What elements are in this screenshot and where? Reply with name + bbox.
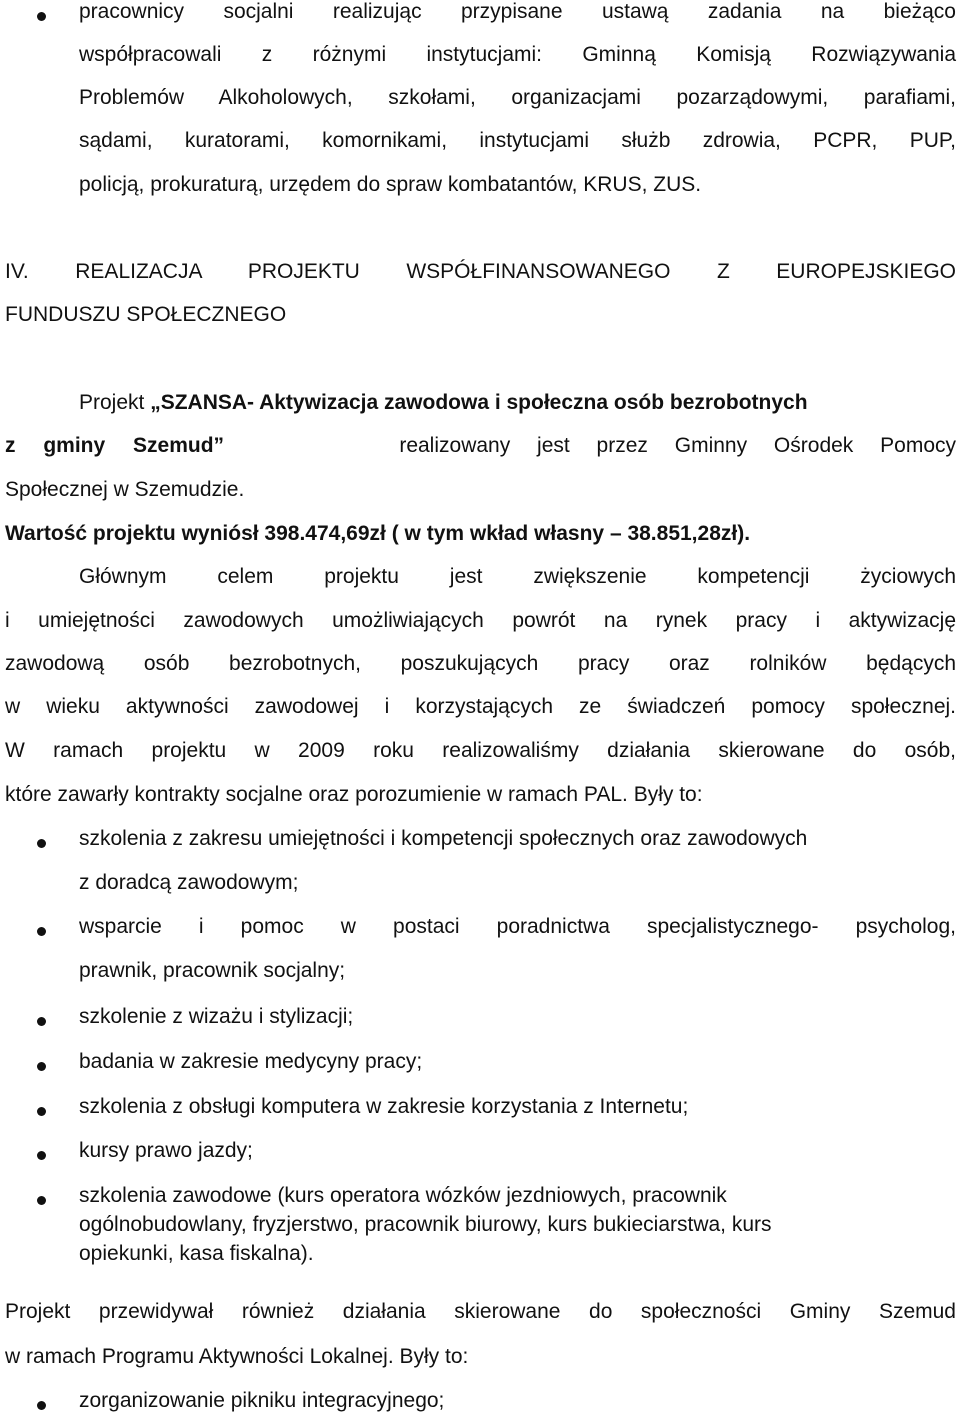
list-item: badania w zakresie medycyny pracy; — [79, 1050, 423, 1073]
section-heading: IV. REALIZACJA PROJEKTU WSPÓŁFINANSOWANEGO Z EUROPEJSKIEGO — [5, 260, 956, 283]
project-title-end: z gminy Szemud” — [5, 434, 225, 457]
list-item-cont: opiekunki, kasa fiskalna). — [79, 1242, 314, 1265]
bullet-icon — [37, 1151, 46, 1160]
project-title: „SZANSA- Aktywizacja zawodowa i społeczna osób bezrobotnych — [150, 391, 808, 414]
bullet-icon — [37, 839, 46, 848]
list-item-cont: z doradcą zawodowym; — [79, 871, 299, 894]
project-line2 — [5, 434, 956, 458]
text-line: które zawarły kontrakty socjalne oraz porozumienie w ramach PAL. Były to: — [5, 783, 703, 806]
list-item-cont: prawnik, pracownik socjalny; — [79, 959, 346, 982]
list-item: kursy prawo jazdy; — [79, 1139, 253, 1162]
text-line: W ramach projektu w 2009 roku realizowaliśmy działania skierowane do osób, — [5, 739, 956, 762]
text-line: w ramach Programu Aktywności Lokalnej. Były to: — [5, 1345, 469, 1368]
list-item: szkolenia zawodowe (kurs operatora wózków jezdniowych, pracownik — [79, 1184, 727, 1207]
bullet-icon — [37, 927, 46, 936]
list-item: szkolenia z zakresu umiejętności i kompetencji społecznych oraz zawodowych — [79, 827, 808, 850]
bullet-icon — [37, 1107, 46, 1116]
list-item-cont: ogólnobudowlany, fryzjerstwo, pracownik biurowy, kurs bukieciarstwa, kurs — [79, 1213, 772, 1236]
list-item: wsparcie i pomoc w postaci poradnictwa specjalistycznego- psycholog, — [79, 915, 956, 938]
bullet-icon — [37, 1062, 46, 1071]
text-line: sądami, kuratorami, komornikami, instytucjami służb zdrowia, PCPR, PUP, — [79, 129, 956, 152]
text-line: Głównym celem projektu jest zwiększenie kompetencji życiowych — [79, 565, 956, 588]
list-item: szkolenia z obsługi komputera w zakresie korzystania z Internetu; — [79, 1095, 689, 1118]
bullet-icon — [37, 1196, 46, 1205]
section-heading-line2: FUNDUSZU SPOŁECZNEGO — [5, 303, 287, 326]
bullet-icon — [37, 1401, 46, 1410]
project-implementer: realizowany jest przez Gminny Ośrodek Pomocy — [399, 434, 956, 457]
list-item: szkolenie z wizażu i stylizacji; — [79, 1005, 354, 1028]
text-line: i umiejętności zawodowych umożliwiających powrót na rynek pracy i aktywizację — [5, 609, 956, 632]
text-line: w wieku aktywności zawodowej i korzystających ze świadczeń pomocy społecznej. — [5, 695, 956, 718]
text-line: policją, prokuraturą, urzędem do spraw kombatantów, KRUS, ZUS. — [79, 173, 702, 196]
project-intro-word: Projekt — [79, 391, 145, 414]
text-line: Projekt przewidywał również działania skierowane do społeczności Gminy Szemud — [5, 1300, 956, 1323]
text-line: współpracowali z różnymi instytucjami: Gminną Komisją Rozwiązywania — [79, 43, 956, 66]
text-line: Problemów Alkoholowych, szkołami, organizacjami pozarządowymi, parafiami, — [79, 86, 956, 109]
bullet-icon — [37, 1017, 46, 1026]
list-item: zorganizowanie pikniku integracyjnego; — [79, 1389, 445, 1412]
text-line: zawodową osób bezrobotnych, poszukujących pracy oraz rolników będących — [5, 652, 956, 675]
bullet-icon — [37, 12, 46, 21]
text-line: pracownicy socjalni realizując przypisane ustawą zadania na bieżąco — [79, 0, 956, 23]
project-value: Wartość projektu wyniósł 398.474,69zł ( w tym wkład własny – 38.851,28zł). — [5, 522, 751, 545]
project-title-line — [79, 391, 808, 415]
project-line3: Społecznej w Szemudzie. — [5, 478, 245, 501]
